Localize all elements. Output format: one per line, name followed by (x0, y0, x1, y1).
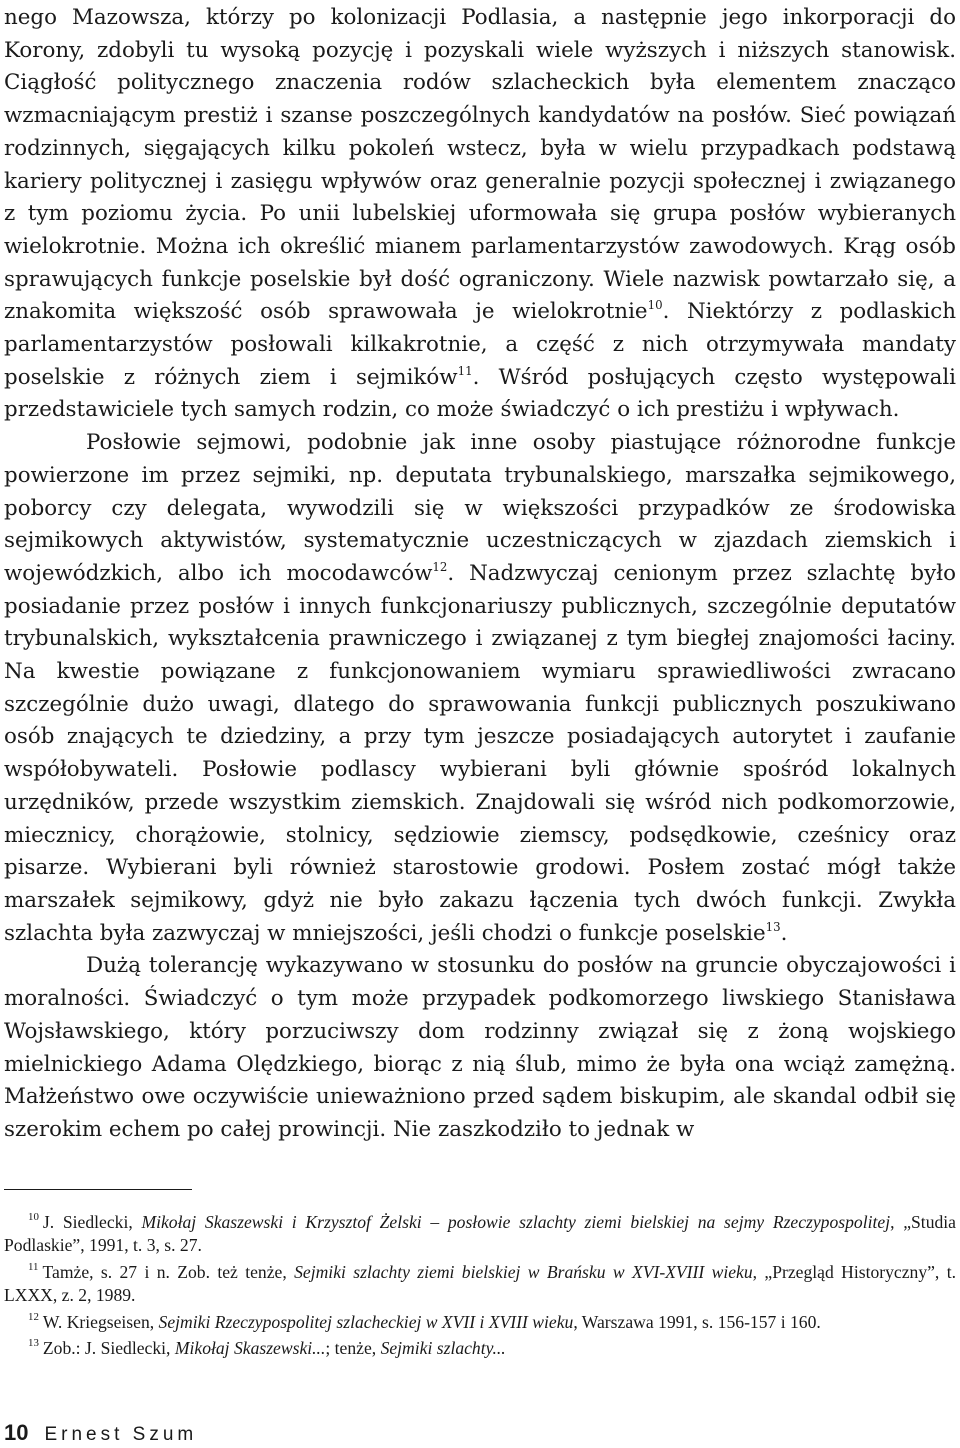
footnote-separator (4, 1189, 192, 1190)
footnote-text: W. Kriegseisen, (42, 1311, 159, 1332)
footnote-text: ; tenże, (325, 1338, 381, 1359)
footnote-title: Mikołaj Skaszewski i Krzysztof Żelski – posłowie szlachty ziemi bielskiej na sejmy Rzeczypospolitej (141, 1212, 891, 1232)
footnote-title: Sejmiki szlachty... (380, 1338, 506, 1359)
footnote-number: 13 (28, 1337, 39, 1350)
footnotes-section (4, 1211, 956, 1363)
footnote-number: 12 (28, 1311, 39, 1323)
paragraph-1-text-a: nego Mazowsza, którzy po kolonizacji Podlasia, a następnie jego inkorporacji do Korony, zdobyli tu wysoką pozycję i pozyskali wiele wyższych i niższych stanowisk. Ciągłość politycznego znaczenia rodów szlacheckich była elementem znacząco wzmacniającym prestiż i szanse poszczególnych kandydatów na posłów. Sieć powiązań rodzinnych, sięgających kilku pokoleń wstecz, była w wielu przypadkach podstawą kariery politycznej i zasięgu wpływów oraz generalnie pozycji społecznej i związanego z tym poziomu życia. Po unii lubelskiej uformowała się grupa posłów wybieranych wielokrotnie. Można ich określić mianem parlamentarzystów zawodowych. Krąg osób sprawujących funkcje poselskie był dość ograniczony. Wiele nazwisk powtarzało się, a znakomita większość osób sprawowała je wielokrotnie (4, 5, 956, 325)
paragraph-1-text-b: . Niektórzy z podlaskich parlamentarzystów posłowali kilkakrotnie, a część z nich otrzymywała mandaty poselskie z różnych ziem i sejmików (4, 299, 956, 390)
footnote-text: , „Studia Podlaskie”, 1991, t. 3, s. 27. (4, 1212, 956, 1256)
footnote-ref-10[interactable]: 10 (647, 298, 663, 313)
paragraph-1-text-c: . Wśród posłujących często występowali przedstawiciele tych samych rodzin, co może świadczyć o ich prestiżu i wpływach. (4, 364, 956, 423)
body-text (4, 2, 956, 1147)
footnote-11 (4, 1261, 956, 1308)
page-number: 10 (4, 1420, 29, 1445)
footnote-number: 10 (28, 1211, 39, 1224)
footnote-ref-11[interactable]: 11 (457, 363, 473, 378)
paragraph-3: Dużą tolerancję wykazywano w stosunku do posłów na gruncie obyczajowości i moralności. Świadczyć o tym może przypadek podkomorzego liwskiego Stanisława Wojsławskiego, który porzuciwszy dom rodzinny związał się z żoną wojskiego mielnickiego Adama Olędzkiego, biorąc z nią ślub, mimo że była ona wciąż zamężną. Małżeństwo owe oczywiście unieważniono przed sądem biskupim, ale skandal odbił się szerokim echem po całej prowincji. Nie zaszkodziło to jednak w (4, 953, 956, 1142)
paragraph-1 (4, 2, 956, 427)
footnote-text: , „Przegląd Historyczny”, t. LXXX, z. 2, 1989. (4, 1261, 956, 1306)
footnote-12 (4, 1311, 956, 1334)
footnote-text: J. Siedlecki, (42, 1212, 142, 1232)
footnote-number: 11 (28, 1261, 39, 1274)
document-page (4, 0, 956, 1448)
footnote-13 (4, 1337, 956, 1360)
paragraph-2 (4, 427, 956, 950)
paragraph-2-text-c: . (780, 920, 788, 946)
page-footer (4, 1420, 197, 1448)
footnote-10 (4, 1211, 956, 1258)
footnote-text: Tamże, s. 27 i n. Zob. też tenże, (42, 1261, 295, 1282)
paragraph-2-text-b: . Nadzwyczaj cenionym przez szlachtę było posiadanie przez posłów i innych funkcjonariuszy publicznych, szczególnie deputatów trybunalskich, wykształcenia prawniczego i związanej z tym biegłej znajomości łaciny. Na kwestie powiązane z funkcjonowaniem wymiaru sprawiedliwości zwracano szczególnie dużo uwagi, dlatego do sprawowania funkcji publicznych poszukiwano osób znających te dziedziny, a przy tym jeszcze posiadających autorytet i zaufanie współobywateli. Posłowie podlascy wybierani byli głównie spośród lokalnych urzędników, przede wszystkim ziemskich. Znajdowali się wśród nich podkomorzowie, miecznicy, chorążowie, stolnicy, sędziowie ziemscy, podsędkowie, cześnicy oraz pisarze. Wybierani byli również starostowie grodowi. Posłem zostać mógł także marszałek sejmikowy, gdyż nie było zakazu łączenia tych dwóch funkcji. Zwykła szlachta była zazwyczaj w mniejszości, jeśli chodzi o funkcje poselskie (4, 560, 956, 946)
footnote-text: , Warszawa 1991, s. 156-157 i 160. (573, 1311, 821, 1332)
author-name: Ernest Szum (44, 1424, 198, 1445)
footnote-title: Mikołaj Skaszewski... (174, 1338, 326, 1359)
footnote-ref-12[interactable]: 12 (432, 560, 448, 575)
footnote-ref-13[interactable]: 13 (765, 919, 781, 934)
footnote-title: Sejmiki szlachty ziemi bielskiej w Brańsku w XVI-XVIII wieku (294, 1261, 753, 1282)
footnote-title: Sejmiki Rzeczypospolitej szlacheckiej w XVII i XVIII wieku (158, 1311, 574, 1332)
footnote-text: Zob.: J. Siedlecki, (42, 1338, 175, 1359)
paragraph-2-text-a: Posłowie sejmowi, podobnie jak inne osoby piastujące różnorodne funkcje powierzone im przez sejmiki, np. deputata trybunalskiego, marszałka sejmikowego, poborcy czy delegata, wywodzili się w większości przypadków ze środowiska sejmikowych aktywistów, systematycznie uczestniczących w zjazdach ziemskich i wojewódzkich, albo ich mocodawców (4, 430, 956, 586)
